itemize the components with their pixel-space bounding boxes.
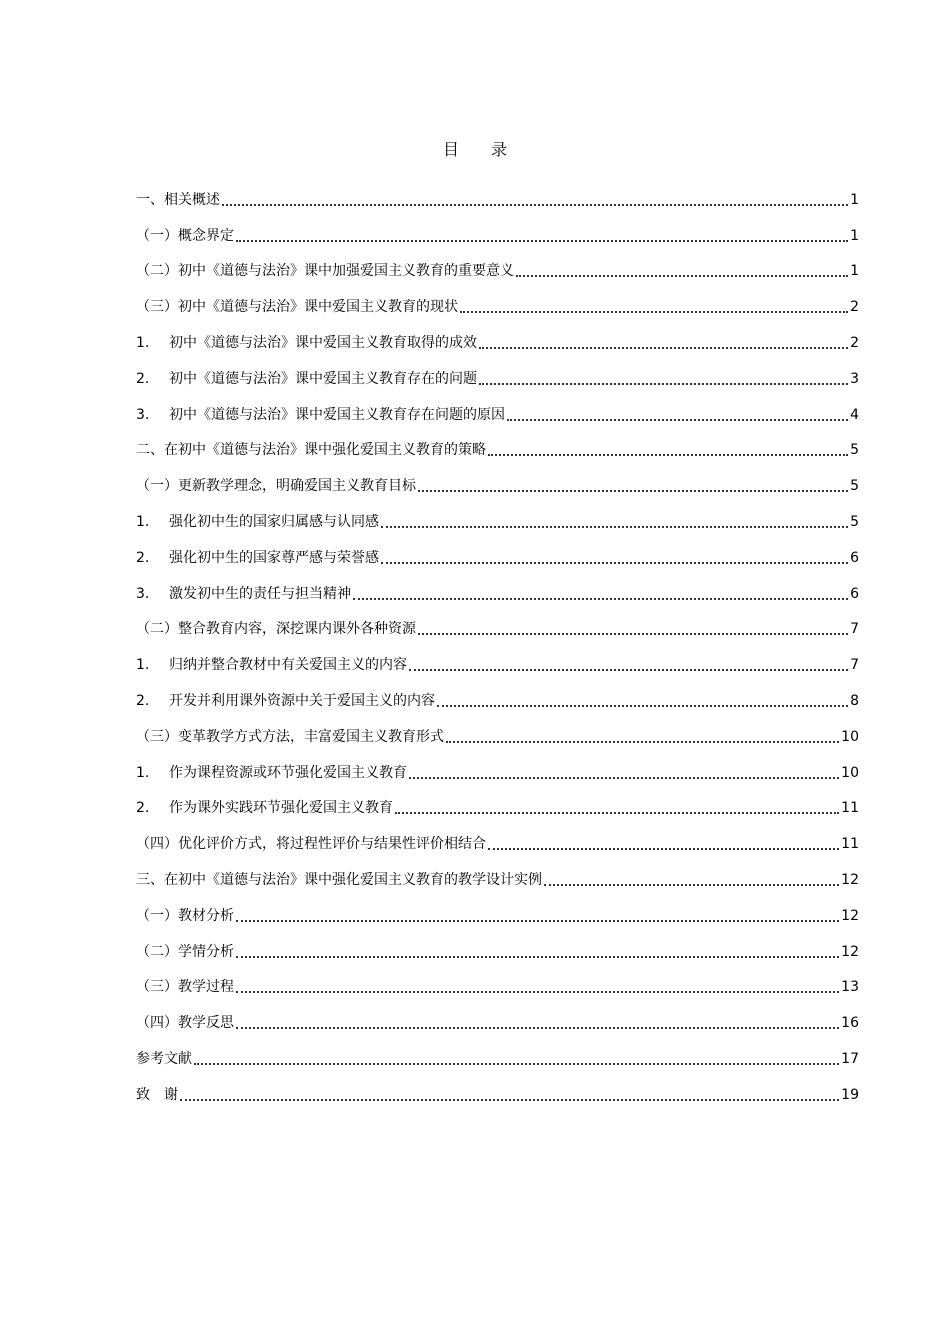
toc-entry[interactable]: [136, 711, 859, 747]
toc-dot-leader: [194, 1063, 839, 1065]
toc-entry[interactable]: [136, 568, 859, 604]
toc-entry-label: （二）整合教育内容，深挖课内课外各种资源: [136, 621, 416, 638]
toc-entry-number: 3.: [136, 585, 150, 602]
toc-entry[interactable]: [136, 675, 859, 711]
toc-entry-page-number: 11: [841, 836, 859, 853]
toc-entry-label: （四）教学反思: [136, 1015, 234, 1032]
toc-entry[interactable]: [136, 460, 859, 496]
toc-entry-number: 1.: [136, 764, 150, 781]
toc-entry-page-number: 3: [850, 370, 859, 387]
toc-entry-label: 归纳并整合教材中有关爱国主义的内容: [169, 657, 407, 674]
toc-entry[interactable]: [136, 389, 859, 425]
toc-entry-page-number: 5: [850, 442, 859, 459]
toc-entry-page-number: 5: [850, 478, 859, 495]
toc-dot-leader: [488, 454, 848, 456]
toc-entry-page-number: 1: [850, 227, 859, 244]
toc-entry-label: 致 谢: [136, 1086, 178, 1103]
toc-entry[interactable]: [136, 281, 859, 317]
toc-title: [0, 138, 950, 162]
toc-entry-label: 一、相关概述: [136, 191, 220, 208]
toc-entry-label: （二）初中《道德与法治》课中加强爱国主义教育的重要意义: [136, 263, 514, 280]
toc-entry-page-number: 11: [841, 800, 859, 817]
toc-dot-leader: [395, 812, 839, 814]
toc-entry[interactable]: [136, 1033, 859, 1069]
toc-entry-label: 作为课外实践环节强化爱国主义教育: [169, 800, 393, 817]
toc-entry[interactable]: [136, 174, 859, 210]
toc-entry-page-number: 6: [850, 549, 859, 566]
toc-dot-leader: [236, 920, 839, 922]
toc-entry[interactable]: [136, 962, 859, 998]
toc-entry-number: 2.: [136, 549, 150, 566]
toc-entry-page-number: 1: [850, 191, 859, 208]
toc-entry[interactable]: [136, 926, 859, 962]
toc-entry-label: （三）变革教学方式方法，丰富爱国主义教育形式: [136, 728, 444, 745]
toc-entry[interactable]: [136, 890, 859, 926]
toc-entry-label: （三）教学过程: [136, 979, 234, 996]
toc-dot-leader: [479, 347, 848, 349]
toc-entry-number: 1.: [136, 334, 150, 351]
toc-entry-page-number: 7: [850, 657, 859, 674]
toc-entry-label: 激发初中生的责任与担当精神: [169, 585, 351, 602]
toc-entry[interactable]: [136, 246, 859, 282]
toc-entry[interactable]: [136, 210, 859, 246]
toc-dot-leader: [236, 1027, 839, 1029]
toc-entry-number: 3.: [136, 406, 150, 423]
toc-entry-label: 初中《道德与法治》课中爱国主义教育取得的成效: [169, 334, 477, 351]
toc-dot-leader: [381, 562, 848, 564]
toc-dot-leader: [479, 383, 848, 385]
toc-dot-leader: [381, 526, 848, 528]
toc-entry-page-number: 19: [841, 1086, 859, 1103]
toc-entry[interactable]: [136, 854, 859, 890]
toc-dot-leader: [236, 991, 839, 993]
toc-entry-page-number: 2: [850, 299, 859, 316]
toc-list: [136, 174, 859, 1105]
toc-entry-label: 强化初中生的国家尊严感与荣誉感: [169, 549, 379, 566]
toc-entry[interactable]: [136, 747, 859, 783]
toc-entry-page-number: 4: [850, 406, 859, 423]
toc-title-right: 录: [491, 140, 508, 159]
toc-dot-leader: [236, 240, 848, 242]
toc-entry[interactable]: [136, 532, 859, 568]
toc-dot-leader: [418, 633, 848, 635]
toc-dot-leader: [516, 275, 848, 277]
toc-entry[interactable]: [136, 639, 859, 675]
toc-dot-leader: [507, 419, 848, 421]
toc-title-left: 目: [442, 140, 459, 159]
toc-dot-leader: [353, 598, 848, 600]
toc-dot-leader: [446, 741, 839, 743]
toc-dot-leader: [544, 884, 839, 886]
toc-entry-page-number: 17: [841, 1050, 859, 1067]
toc-dot-leader: [437, 705, 848, 707]
toc-entry-label: （一）概念界定: [136, 227, 234, 244]
toc-entry-label: 参考文献: [136, 1050, 192, 1067]
toc-dot-leader: [409, 669, 848, 671]
toc-entry-page-number: 13: [841, 979, 859, 996]
toc-entry-label: 强化初中生的国家归属感与认同感: [169, 513, 379, 530]
toc-entry-page-number: 7: [850, 621, 859, 638]
toc-dot-leader: [488, 848, 839, 850]
toc-entry-page-number: 8: [850, 692, 859, 709]
toc-entry-page-number: 5: [850, 513, 859, 530]
toc-dot-leader: [418, 490, 848, 492]
toc-entry[interactable]: [136, 783, 859, 819]
toc-entry-label: （四）优化评价方式，将过程性评价与结果性评价相结合: [136, 836, 486, 853]
toc-entry-label: （一）更新教学理念，明确爱国主义教育目标: [136, 478, 416, 495]
toc-entry-page-number: 12: [841, 943, 859, 960]
toc-entry-label: （一）教材分析: [136, 907, 234, 924]
toc-entry-number: 1.: [136, 513, 150, 530]
toc-entry-label: 初中《道德与法治》课中爱国主义教育存在问题的原因: [169, 406, 505, 423]
toc-entry-page-number: 10: [841, 764, 859, 781]
toc-entry-label: 开发并利用课外资源中关于爱国主义的内容: [169, 692, 435, 709]
toc-dot-leader: [236, 956, 839, 958]
toc-entry[interactable]: [136, 818, 859, 854]
toc-entry-page-number: 2: [850, 334, 859, 351]
toc-entry-page-number: 12: [841, 907, 859, 924]
toc-dot-leader: [409, 777, 839, 779]
toc-entry-label: （二）学情分析: [136, 943, 234, 960]
toc-entry-label: 三、在初中《道德与法治》课中强化爱国主义教育的教学设计实例: [136, 871, 542, 888]
toc-entry-page-number: 16: [841, 1015, 859, 1032]
toc-entry-page-number: 1: [850, 263, 859, 280]
toc-dot-leader: [460, 311, 848, 313]
toc-entry-label: 二、在初中《道德与法治》课中强化爱国主义教育的策略: [136, 442, 486, 459]
toc-entry[interactable]: [136, 317, 859, 353]
toc-entry-number: 2.: [136, 800, 150, 817]
toc-dot-leader: [180, 1099, 839, 1101]
toc-entry[interactable]: [136, 997, 859, 1033]
toc-entry[interactable]: [136, 1069, 859, 1105]
toc-entry-label: 初中《道德与法治》课中爱国主义教育存在的问题: [169, 370, 477, 387]
toc-entry-page-number: 12: [841, 871, 859, 888]
toc-dot-leader: [222, 204, 848, 206]
toc-entry-number: 2.: [136, 692, 150, 709]
toc-entry-label: 作为课程资源或环节强化爱国主义教育: [169, 764, 407, 781]
toc-entry-page-number: 6: [850, 585, 859, 602]
toc-entry-number: 1.: [136, 657, 150, 674]
toc-entry[interactable]: [136, 425, 859, 461]
toc-entry[interactable]: [136, 353, 859, 389]
toc-entry-number: 2.: [136, 370, 150, 387]
toc-entry-label: （三）初中《道德与法治》课中爱国主义教育的现状: [136, 299, 458, 316]
toc-entry[interactable]: [136, 496, 859, 532]
toc-entry-page-number: 10: [841, 728, 859, 745]
toc-entry[interactable]: [136, 604, 859, 640]
